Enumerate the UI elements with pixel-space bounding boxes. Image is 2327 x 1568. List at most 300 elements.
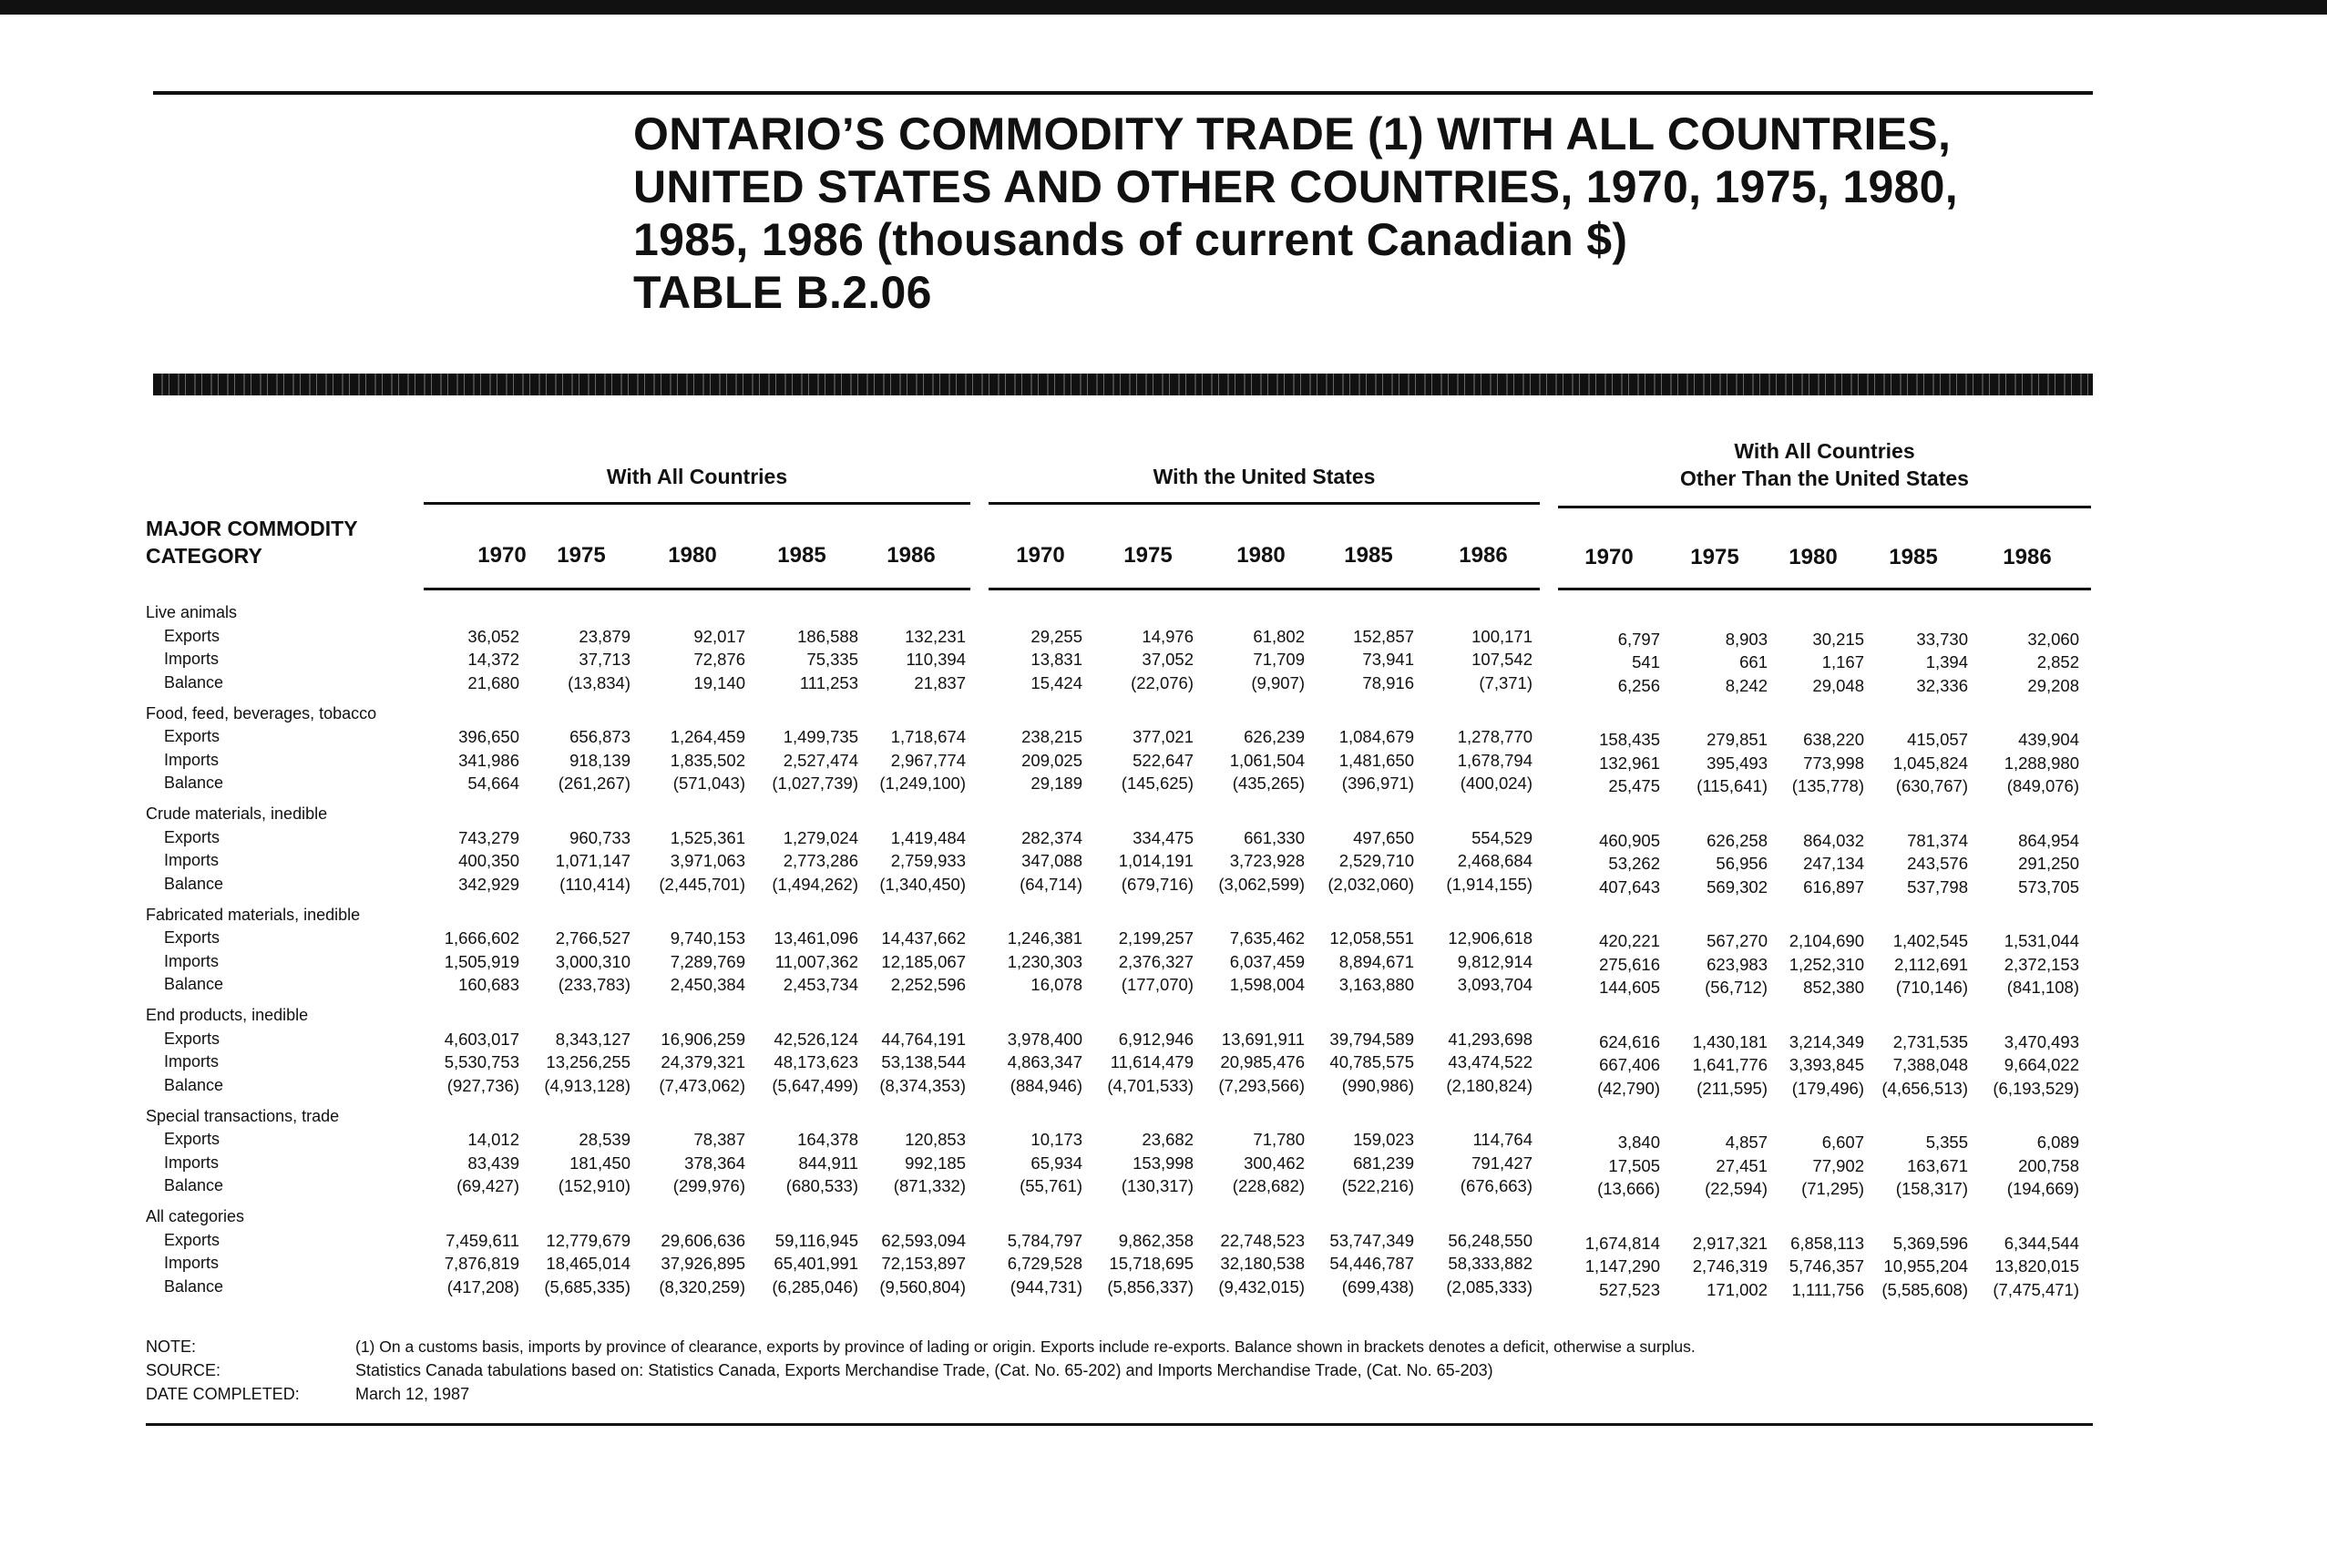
table-cell: 626,258: [1707, 830, 1768, 850]
table-cell: 120,853: [905, 1130, 966, 1149]
table-cell: 65,401,991: [774, 1254, 858, 1273]
table-cell: (177,070): [1121, 975, 1194, 994]
table-cell: 42,526,124: [774, 1029, 858, 1049]
row-label: Balance: [164, 1075, 224, 1094]
table-cell: 53,262: [1608, 854, 1660, 873]
table-cell: 41,293,698: [1448, 1029, 1533, 1049]
table-cell: 58,333,882: [1448, 1254, 1533, 1273]
table-cell: 6,256: [1617, 675, 1660, 695]
table-cell: 420,221: [1599, 931, 1660, 950]
table-cell: 100,171: [1471, 626, 1533, 646]
table-cell: 1,531,044: [2004, 931, 2079, 950]
table-cell: 12,906,618: [1448, 928, 1533, 948]
table-cell: 10,955,204: [1883, 1256, 1968, 1276]
top-rule: [153, 91, 2093, 95]
date-completed-text: March 12, 1987: [355, 1385, 470, 1403]
bottom-rule: [146, 1423, 2093, 1426]
table-cell: 3,971,063: [670, 851, 745, 870]
table-cell: (130,317): [1121, 1176, 1194, 1195]
table-cell: (710,146): [1895, 978, 1968, 997]
table-cell: 342,929: [458, 874, 519, 894]
table-cell: 27,451: [1716, 1155, 1768, 1175]
year-rule-us: [989, 588, 1540, 590]
table-cell: 1,666,602: [444, 928, 519, 948]
table-cell: 152,857: [1353, 626, 1414, 646]
table-cell: (5,856,337): [1107, 1276, 1194, 1296]
table-cell: 29,189: [1030, 774, 1082, 793]
table-cell: 541: [1632, 652, 1660, 671]
table-cell: 73,941: [1362, 650, 1414, 669]
table-cell: 667,406: [1599, 1055, 1660, 1074]
table-cell: 1,167: [1821, 652, 1864, 671]
table-cell: 53,138,544: [881, 1052, 966, 1071]
table-cell: 656,873: [569, 727, 630, 746]
group-header-other-line-2: Other Than the United States: [1680, 466, 1969, 490]
table-cell: (4,913,128): [544, 1075, 630, 1095]
table-cell: 13,831: [1030, 650, 1082, 669]
table-cell: (152,910): [558, 1176, 630, 1195]
table-cell: (1,494,262): [772, 874, 858, 894]
table-cell: 20,985,476: [1220, 1052, 1305, 1071]
category-header-line-1: MAJOR COMMODITY: [146, 517, 358, 540]
table-cell: 1,279,024: [783, 827, 858, 847]
table-cell: 92,017: [693, 626, 745, 646]
table-number: TABLE B.2.06: [633, 267, 932, 318]
table-cell: 29,255: [1030, 626, 1082, 646]
table-cell: 16,078: [1030, 975, 1082, 994]
table-cell: 791,427: [1471, 1153, 1533, 1173]
year-header: 1970: [477, 543, 527, 568]
table-cell: 160,683: [458, 975, 519, 994]
table-cell: 347,088: [1021, 851, 1082, 870]
table-cell: 8,343,127: [555, 1029, 630, 1049]
table-cell: 638,220: [1803, 730, 1864, 749]
table-cell: 2,527,474: [783, 750, 858, 770]
table-cell: 661: [1739, 652, 1768, 671]
year-header: 1980: [1236, 543, 1286, 568]
table-cell: 6,344,544: [2004, 1233, 2079, 1253]
table-cell: 13,820,015: [1994, 1256, 2079, 1276]
table-cell: 661,330: [1244, 827, 1305, 847]
table-cell: (417,208): [446, 1276, 519, 1296]
table-cell: 1,147,290: [1584, 1256, 1660, 1276]
source-label: SOURCE:: [146, 1361, 221, 1379]
row-label: Imports: [164, 1254, 220, 1272]
row-label: Imports: [164, 650, 220, 668]
table-cell: 291,250: [2018, 854, 2079, 873]
table-cell: 22,748,523: [1220, 1230, 1305, 1250]
table-cell: 83,439: [467, 1153, 519, 1173]
table-cell: 852,380: [1803, 978, 1864, 997]
group-header-united-states: With the United States: [1153, 465, 1376, 488]
table-cell: 334,475: [1133, 827, 1194, 847]
table-cell: 132,231: [905, 626, 966, 646]
table-cell: 1,264,459: [670, 727, 745, 746]
table-cell: 2,376,327: [1118, 951, 1194, 971]
group-rule-other: [1558, 506, 2091, 508]
group-rule-all: [424, 502, 970, 505]
table-cell: (990,986): [1341, 1075, 1414, 1095]
table-cell: (1,027,739): [772, 774, 858, 793]
table-cell: 30,215: [1812, 629, 1864, 649]
table-cell: 107,542: [1471, 650, 1533, 669]
page-title: [633, 108, 2091, 319]
table-cell: 77,902: [1812, 1155, 1864, 1175]
table-cell: (261,267): [558, 774, 630, 793]
table-cell: 2,967,774: [890, 750, 966, 770]
table-cell: 32,336: [1916, 675, 1968, 695]
row-label: Exports: [164, 928, 220, 947]
table-cell: 2,852: [2036, 652, 2079, 671]
row-label: Balance: [164, 672, 224, 692]
table-cell: 4,857: [1725, 1132, 1768, 1152]
table-cell: (110,414): [559, 874, 630, 894]
row-label: Imports: [164, 951, 220, 970]
table-cell: (680,533): [785, 1176, 858, 1195]
table-cell: (944,731): [1010, 1276, 1082, 1296]
table-cell: 12,185,067: [881, 951, 966, 971]
table-cell: (5,647,499): [772, 1075, 858, 1095]
year-header: 1970: [1584, 545, 1634, 569]
note-label: NOTE:: [146, 1337, 197, 1356]
table-cell: 110,394: [906, 650, 966, 669]
table-cell: 864,954: [2018, 830, 2079, 850]
table-cell: 78,387: [693, 1130, 745, 1149]
note-text: (1) On a customs basis, imports by province of clearance, exports by province of lading or origin. Exports include re-exports. Balance shown in brackets denotes a deficit, otherwise a surplus.: [355, 1337, 1696, 1356]
table-cell: 14,976: [1142, 626, 1194, 646]
table-cell: 7,388,048: [1892, 1055, 1968, 1074]
table-cell: 4,603,017: [444, 1029, 519, 1049]
table-cell: 1,071,147: [555, 851, 630, 870]
table-cell: 6,858,113: [1790, 1233, 1864, 1253]
table-cell: (927,736): [446, 1075, 519, 1095]
table-cell: 460,905: [1599, 830, 1660, 850]
table-cell: 1,598,004: [1229, 975, 1305, 994]
table-cell: 114,764: [1472, 1130, 1533, 1149]
group-header-all-countries: With All Countries: [606, 465, 788, 488]
table-cell: 554,529: [1471, 827, 1533, 847]
row-label: Balance: [164, 774, 224, 792]
table-cell: 1,394: [1925, 652, 1968, 671]
table-cell: (435,265): [1232, 774, 1305, 793]
table-cell: (9,432,015): [1218, 1276, 1305, 1296]
table-cell: 3,393,845: [1789, 1055, 1864, 1074]
table-cell: 3,470,493: [2004, 1031, 2079, 1051]
table-cell: 1,288,980: [2004, 753, 2079, 773]
row-label: Imports: [164, 1052, 220, 1071]
table-cell: 1,230,303: [1007, 951, 1082, 971]
table-cell: (400,024): [1460, 774, 1533, 793]
table-cell: (630,767): [1895, 776, 1968, 795]
table-cell: 9,740,153: [670, 928, 745, 948]
table-cell: 14,437,662: [881, 928, 966, 948]
table-cell: 415,057: [1907, 730, 1968, 749]
table-cell: (4,656,513): [1881, 1078, 1968, 1098]
table-cell: 7,289,769: [670, 951, 745, 971]
table-cell: 23,682: [1142, 1130, 1194, 1149]
table-cell: (679,716): [1121, 874, 1194, 894]
table-cell: 54,446,787: [1329, 1254, 1414, 1273]
table-cell: 6,797: [1617, 629, 1660, 649]
year-header: 1986: [2003, 545, 2052, 569]
table-cell: 15,718,695: [1109, 1254, 1194, 1273]
table-cell: (522,216): [1341, 1176, 1414, 1195]
table-cell: (2,180,824): [1446, 1075, 1533, 1095]
table-cell: 59,116,945: [774, 1230, 858, 1250]
year-header: 1985: [777, 543, 826, 568]
table-cell: (8,320,259): [659, 1276, 745, 1296]
table-cell: 3,214,349: [1789, 1031, 1864, 1051]
table-cell: 2,766,527: [555, 928, 630, 948]
table-cell: 10,173: [1030, 1130, 1082, 1149]
table-cell: 78,916: [1362, 672, 1414, 692]
table-cell: (699,438): [1341, 1276, 1414, 1296]
table-cell: (42,790): [1597, 1078, 1660, 1098]
table-cell: (841,108): [2006, 978, 2079, 997]
table-cell: 13,461,096: [774, 928, 858, 948]
row-label: Exports: [164, 827, 220, 846]
table-cell: 7,459,611: [446, 1230, 519, 1250]
table-cell: 56,956: [1716, 854, 1768, 873]
table-cell: (13,666): [1597, 1179, 1660, 1198]
table-cell: 29,606,636: [661, 1230, 745, 1250]
table-cell: 181,450: [569, 1153, 630, 1173]
table-cell: (1,249,100): [879, 774, 966, 793]
table-cell: 43,474,522: [1448, 1052, 1533, 1071]
row-label: Imports: [164, 1153, 220, 1172]
table-cell: 3,840: [1617, 1132, 1660, 1152]
table-cell: 15,424: [1030, 672, 1082, 692]
table-cell: 11,007,362: [774, 951, 858, 971]
year-header: 1970: [1016, 543, 1065, 568]
table-cell: 1,419,484: [890, 827, 966, 847]
table-cell: 65,934: [1030, 1153, 1082, 1173]
table-cell: 37,052: [1142, 650, 1194, 669]
table-cell: (7,473,062): [659, 1075, 745, 1095]
table-cell: (571,043): [672, 774, 745, 793]
table-cell: (676,663): [1460, 1176, 1533, 1195]
row-label: Imports: [164, 750, 220, 769]
table-cell: 6,089: [2036, 1132, 2079, 1152]
table-cell: 19,140: [693, 672, 745, 692]
table-cell: 1,252,310: [1789, 954, 1864, 974]
table-cell: 2,759,933: [890, 851, 966, 870]
table-cell: 29,208: [2027, 675, 2079, 695]
table-cell: (64,714): [1020, 874, 1082, 894]
year-header: 1975: [1123, 543, 1173, 568]
category-column-header: [146, 515, 358, 569]
table-cell: (8,374,353): [879, 1075, 966, 1095]
table-cell: 573,705: [2018, 876, 2079, 897]
table-cell: 407,643: [1599, 876, 1660, 897]
source-text: Statistics Canada tabulations based on: Statistics Canada, Exports Merchandise Trade, (Cat. No. 65-202) and Imports Merchandise Trade, (Cat. No. 65-203): [355, 1361, 1493, 1379]
table-cell: 781,374: [1907, 830, 1968, 850]
table-cell: 111,253: [799, 672, 858, 692]
group-header-other-line-1: With All Countries: [1734, 439, 1915, 463]
table-cell: 2,731,535: [1892, 1031, 1968, 1051]
table-cell: 8,894,671: [1338, 951, 1414, 971]
table-cell: 537,798: [1907, 876, 1968, 897]
table-cell: 9,664,022: [2004, 1055, 2079, 1074]
table-cell: 1,061,504: [1229, 750, 1305, 770]
table-cell: 25,475: [1608, 776, 1660, 795]
table-cell: 279,851: [1707, 730, 1768, 749]
table-cell: (1,340,450): [879, 874, 966, 894]
table-cell: 32,060: [2027, 629, 2079, 649]
row-label: Balance: [164, 1176, 224, 1194]
table-cell: 11,614,479: [1110, 1052, 1194, 1071]
year-header: 1980: [668, 543, 717, 568]
table-cell: 396,650: [458, 727, 519, 746]
table-cell: 2,773,286: [783, 851, 858, 870]
table-cell: 1,481,650: [1338, 750, 1414, 770]
table-cell: 3,723,928: [1229, 851, 1305, 870]
table-cell: 5,784,797: [1007, 1230, 1082, 1250]
table-cell: 1,641,776: [1692, 1055, 1768, 1074]
category-label: End products, inedible: [146, 1006, 309, 1024]
table-cell: 3,093,704: [1457, 975, 1533, 994]
table-cell: 4,863,347: [1007, 1052, 1082, 1071]
table-cell: 2,372,153: [2004, 954, 2079, 974]
table-cell: 377,021: [1133, 727, 1194, 746]
table-cell: (145,625): [1121, 774, 1194, 793]
group-header-other-countries: [1558, 437, 2091, 492]
table-cell: 918,139: [569, 750, 630, 770]
table-cell: (7,475,471): [1993, 1279, 2079, 1299]
table-cell: 400,350: [458, 851, 519, 870]
table-cell: 33,730: [1916, 629, 1968, 649]
table-cell: 7,876,819: [444, 1254, 519, 1273]
table-cell: (5,585,608): [1881, 1279, 1968, 1299]
table-cell: (9,560,804): [879, 1276, 966, 1296]
table-cell: 567,270: [1707, 931, 1768, 950]
decorative-band: [153, 374, 2093, 395]
table-cell: 14,012: [467, 1130, 519, 1149]
table-cell: 7,635,462: [1229, 928, 1305, 948]
table-cell: 2,468,684: [1457, 851, 1533, 870]
year-header: 1986: [1459, 543, 1508, 568]
year-header: 1985: [1889, 545, 1938, 569]
table-cell: (9,907): [1251, 672, 1305, 692]
table-cell: 24,379,321: [661, 1052, 745, 1071]
table-cell: 5,355: [1925, 1132, 1968, 1152]
table-cell: 14,372: [467, 650, 519, 669]
table-cell: 32,180,538: [1220, 1254, 1305, 1273]
table-cell: (233,783): [558, 975, 630, 994]
group-rule-us: [989, 502, 1540, 505]
table-cell: 13,691,911: [1221, 1029, 1305, 1049]
table-cell: 72,153,897: [881, 1254, 966, 1273]
table-cell: 12,058,551: [1329, 928, 1414, 948]
table-cell: 9,862,358: [1118, 1230, 1194, 1250]
table-cell: (4,701,533): [1107, 1075, 1194, 1095]
table-cell: 3,978,400: [1007, 1029, 1082, 1049]
table-cell: (55,761): [1020, 1176, 1082, 1195]
title-line-2: UNITED STATES AND OTHER COUNTRIES, 1970, 1975, 1980,: [633, 161, 1958, 212]
table-cell: 1,084,679: [1338, 727, 1414, 746]
table-cell: 1,678,794: [1457, 750, 1533, 770]
table-cell: 247,134: [1803, 854, 1864, 873]
table-cell: 62,593,094: [881, 1230, 966, 1250]
table-cell: 300,462: [1244, 1153, 1305, 1173]
row-label: Exports: [164, 727, 220, 745]
table-cell: 2,112,691: [1894, 954, 1968, 974]
table-cell: (211,595): [1697, 1078, 1768, 1098]
year-header: 1980: [1789, 545, 1838, 569]
table-cell: 12,779,679: [546, 1230, 630, 1250]
table-cell: 71,709: [1253, 650, 1305, 669]
table-cell: 75,335: [806, 650, 858, 669]
table-cell: 200,758: [2018, 1155, 2079, 1175]
table-cell: 1,045,824: [1892, 753, 1968, 773]
table-cell: (13,834): [568, 672, 630, 692]
category-header-line-2: CATEGORY: [146, 544, 262, 568]
table-cell: 61,802: [1253, 626, 1305, 646]
table-cell: 275,616: [1599, 954, 1660, 974]
table-cell: 54,664: [467, 774, 519, 793]
table-cell: 624,616: [1599, 1031, 1660, 1051]
year-header: 1975: [1690, 545, 1739, 569]
table-cell: 158,435: [1599, 730, 1660, 749]
table-cell: 2,917,321: [1692, 1233, 1768, 1253]
table-cell: 28,539: [579, 1130, 630, 1149]
table-cell: 159,023: [1353, 1130, 1414, 1149]
table-cell: (2,085,333): [1446, 1276, 1533, 1296]
table-cell: 1,835,502: [670, 750, 745, 770]
table-cell: (71,295): [1801, 1179, 1864, 1198]
table-cell: 1,402,545: [1892, 931, 1968, 950]
table-cell: 1,278,770: [1457, 727, 1533, 746]
table-cell: 5,746,357: [1789, 1256, 1864, 1276]
table-cell: 527,523: [1599, 1279, 1660, 1299]
table-cell: 39,794,589: [1329, 1029, 1414, 1049]
table-cell: 5,369,596: [1892, 1233, 1968, 1253]
table-cell: 1,014,191: [1118, 851, 1194, 870]
table-cell: (2,445,701): [659, 874, 745, 894]
table-cell: 1,505,919: [444, 951, 519, 971]
title-line-3: 1985, 1986 (thousands of current Canadian $): [633, 214, 1628, 265]
table-cell: 439,904: [2018, 730, 2079, 749]
table-cell: (2,032,060): [1328, 874, 1414, 894]
table-cell: (22,594): [1705, 1179, 1768, 1198]
table-cell: 72,876: [693, 650, 745, 669]
table-cell: 2,450,384: [670, 975, 745, 994]
table-cell: 5,530,753: [444, 1052, 519, 1071]
table-cell: 1,111,756: [1791, 1279, 1864, 1299]
table-cell: 21,837: [914, 672, 966, 692]
category-label: All categories: [146, 1207, 245, 1225]
table-cell: (1,914,155): [1446, 874, 1533, 894]
table-cell: 378,364: [684, 1153, 745, 1173]
table-cell: (135,778): [1791, 776, 1864, 795]
title-line-1: ONTARIO’S COMMODITY TRADE (1) WITH ALL COUNTRIES,: [633, 108, 1952, 159]
table-cell: 71,780: [1253, 1130, 1305, 1149]
year-header: 1975: [557, 543, 606, 568]
category-label: Fabricated materials, inedible: [146, 905, 361, 924]
table-cell: 164,378: [797, 1130, 858, 1149]
table-cell: (228,682): [1232, 1176, 1305, 1195]
category-label: Crude materials, inedible: [146, 804, 328, 823]
table-cell: 282,374: [1021, 827, 1082, 847]
table-cell: 773,998: [1803, 753, 1864, 773]
year-header: 1986: [887, 543, 936, 568]
table-cell: 9,812,914: [1457, 951, 1533, 971]
table-cell: 29,048: [1812, 675, 1864, 695]
table-cell: 163,671: [1907, 1155, 1968, 1175]
table-cell: 53,747,349: [1329, 1230, 1414, 1250]
table-cell: 2,746,319: [1692, 1256, 1768, 1276]
row-label: Imports: [164, 851, 220, 869]
